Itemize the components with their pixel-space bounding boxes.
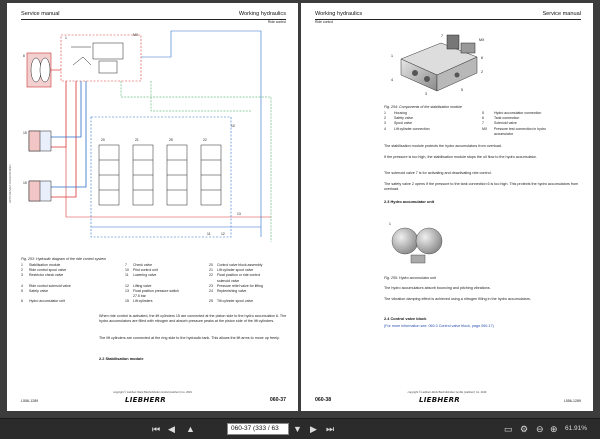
header-right: Working hydraulics [238,11,286,17]
legend-text: Check valve [133,263,153,267]
header-left: Service manual [21,11,60,17]
legend-text: Lift cylinder connection [394,126,430,131]
legend-text: Spool valve [394,121,413,126]
legend-number: 4 [384,126,386,131]
legend-number: 22 [209,273,213,278]
svg-text:11: 11 [207,232,211,236]
figure-caption-253: Fig. 253: Hydraulic diagram of the ride control system [21,257,107,261]
legend-text: Restrictor check valve [29,273,64,278]
legend-number: 23 [209,283,213,288]
para-solenoid: The solenoid valve 7 is for activating and deactivating ride control. [384,171,492,175]
svg-text:22: 22 [203,138,207,142]
heading-stabilisation-module: 2.2 Stabilisation module [99,356,144,361]
liebherr-logo: LIEBHERR [419,396,461,404]
legend-number: 4 [21,283,23,288]
legend-number: 10 [125,268,129,273]
legend-number [384,132,394,137]
svg-text:6: 6 [23,54,25,58]
legend-text: Pressure test connection in hydro [494,126,546,131]
para-ride-control: When ride control is activated, the lift cylinders 15 are connected at the piston side to the hydro accumulator 6. The hydro accumulators are filled with nitrogen and absorb pressure peaks at the piston side of the lift cylinders. [99,314,287,324]
legend-number: 21 [209,268,213,273]
legend-number: 7 [125,263,127,267]
heading-control-valve-block: 2.4 Control valve block [384,316,427,321]
para-pressure-high: If the pressure is too high, the stabilisation module stops the oil flow to the hydro accumulator. [384,155,537,159]
header-rule [315,19,581,20]
svg-text:21: 21 [135,138,139,142]
para-vibration: The vibration damping effect is achieved using a nitrogen filling in the hydro accumulators. [384,297,531,301]
figure-caption-255: Fig. 255: Hydro accumulator unit [384,276,436,280]
svg-text:2: 2 [481,70,483,74]
stabilisation-module-image [381,29,501,99]
legend-number: 24 [209,289,213,294]
legend-number: 12 [125,283,129,288]
svg-text:MX: MX [479,38,485,42]
legend-number [482,132,494,137]
header-right: Service manual [542,11,581,17]
legend-item [21,299,125,304]
legend-text: Safety valve [29,289,49,294]
zoom-out-icon[interactable]: ⊖ [536,424,544,434]
doc-id: L556-1289 [563,399,581,403]
legend-number: 25 [209,299,213,304]
svg-text:25: 25 [169,138,173,142]
legend-number: 13 [125,289,129,294]
legend-number: 6 [21,299,23,304]
svg-text:6: 6 [481,56,483,60]
svg-text:15: 15 [23,181,27,185]
para-bouncing: The hydro accumulators absorb bouncing and pitching vibrations. [384,286,491,290]
legend-text: Pressure relief valve for lifting [217,283,263,288]
side-text: LWT/PS/EN/E/T-8/11/22/2019/EN [9,164,12,203]
legend-text: accumulator [494,131,514,136]
legend-text: Safety valve [394,116,414,121]
legend-number: 5 [21,289,23,294]
header-sub: Ride control [315,20,334,24]
legend-number: 5 [482,111,484,115]
header-sub: Ride control [267,20,286,24]
legend-number: 6 [482,116,484,121]
tools-icon[interactable]: ⚙ [520,424,529,434]
down-icon[interactable]: ▼ [293,424,302,434]
legend-item [209,299,289,304]
legend-text: Control valve block assembly [217,263,263,267]
legend-number: 15 [125,299,129,304]
legend-text: Lift cylinders [133,299,153,304]
svg-text:13: 13 [237,212,241,216]
header-rule [21,19,286,20]
svg-text:12: 12 [221,232,225,236]
prev-page-icon[interactable]: ◀ [168,424,175,434]
svg-text:1: 1 [389,222,391,226]
legend-number: 1 [21,263,23,267]
para-protects: The stabilisation module protects the hydro accumulators from overload. [384,144,502,148]
hydro-accumulator-image [383,217,453,269]
legend-text: Solenoid valve [494,121,517,126]
legend-text: Ride control spool valve [29,268,67,273]
svg-text:4: 4 [391,78,393,82]
cross-reference-link[interactable]: (For more information see: 060.3 Control valve block, page 060-17) [384,324,494,328]
legend-text: 27.5 bar [133,294,146,299]
svg-text:1: 1 [65,36,67,40]
legend-number: 1 [384,111,386,115]
page-number: 060-38 [315,397,332,403]
legend-number: 20 [209,263,213,267]
left-page [7,3,298,411]
legend-text: Replenishing valve [217,289,247,294]
hydraulic-diagram [21,27,287,253]
legend-text: solenoid valve [217,278,240,283]
legend-text: Pilot control unit [133,268,158,273]
next-page-icon[interactable]: ▶ [310,424,317,434]
svg-text:3: 3 [425,92,427,96]
para-safety-valve: The safety valve 2 opens if the pressure to the tank connection 6 is too high. This protects the hydro accumulators from overload. [384,182,579,192]
heading-hydro-accumulator: 2.3 Hydro accumulator unit [384,199,435,204]
svg-text:7: 7 [441,34,443,38]
fit-icon[interactable]: ▭ [504,424,513,434]
legend-number: 2 [384,116,386,121]
legend-text: Ride control solenoid valve [29,283,71,288]
liebherr-logo: LIEBHERR [125,396,167,404]
svg-text:10: 10 [231,124,235,128]
legend-text: Float position pressure switch [133,289,180,294]
legend-number: 2 [21,268,23,273]
legend-text: Housing [394,111,407,115]
legend-number: MX [482,126,488,131]
figure-legend-254 [384,111,580,137]
legend-text: Lifting valve [133,283,152,288]
legend-number: 3 [384,121,386,126]
legend-text: Lowering valve [133,273,157,278]
header-left: Working hydraulics [315,11,363,17]
para-ring-side: The lift cylinders are connected at the ring side to the hydraulic tank. This allows the lift arms to move up freely. [99,336,280,340]
zoom-level[interactable]: 61.91% [565,425,588,432]
figure-legend [21,263,289,305]
legend-number: 7 [482,121,484,126]
svg-text:5: 5 [461,88,463,92]
copyright-text: copyright © Liebherr-Werk Bischofshofen GmbH (Liebherr) Co. 2019 [113,391,192,394]
legend-text: Hydro accumulator unit [29,299,65,304]
viewer-toolbar [0,418,600,439]
legend-item [384,132,580,137]
legend-text: Float position or ride control [217,273,261,278]
legend-text: Hydro accumulator connection [494,111,542,115]
legend-number: 11 [125,273,129,278]
copyright-text: copyright © Liebherr-Werk Bischofshofen GmbH (Liebherr) Co. 2019 [407,391,487,394]
svg-text:15: 15 [23,131,27,135]
doc-id: L556-1289 [21,399,39,403]
legend-number: 3 [21,273,23,278]
right-page [301,3,593,411]
legend-text: Lift cylinder spool valve [217,268,254,273]
svg-text:20: 20 [101,138,105,142]
legend-text: Stabilisation module [29,263,61,267]
svg-text:1: 1 [391,54,393,58]
legend-item [125,299,209,304]
up-icon[interactable]: ▲ [186,424,195,434]
svg-text:MX: MX [133,33,139,37]
last-page-icon[interactable]: ⏭ [326,424,335,434]
legend-text: Tank connection [494,116,520,121]
legend-text [394,132,482,137]
zoom-in-icon[interactable]: ⊕ [550,424,558,434]
figure-caption-254: Fig. 254: Components of the stabilisation module [384,105,462,109]
first-page-icon[interactable]: ⏮ [152,424,161,434]
legend-text: Tilt cylinder spool valve [217,299,254,304]
page-number: 060-37 [269,397,286,403]
page-input[interactable]: 060-37 (333 / 63 [227,423,289,435]
